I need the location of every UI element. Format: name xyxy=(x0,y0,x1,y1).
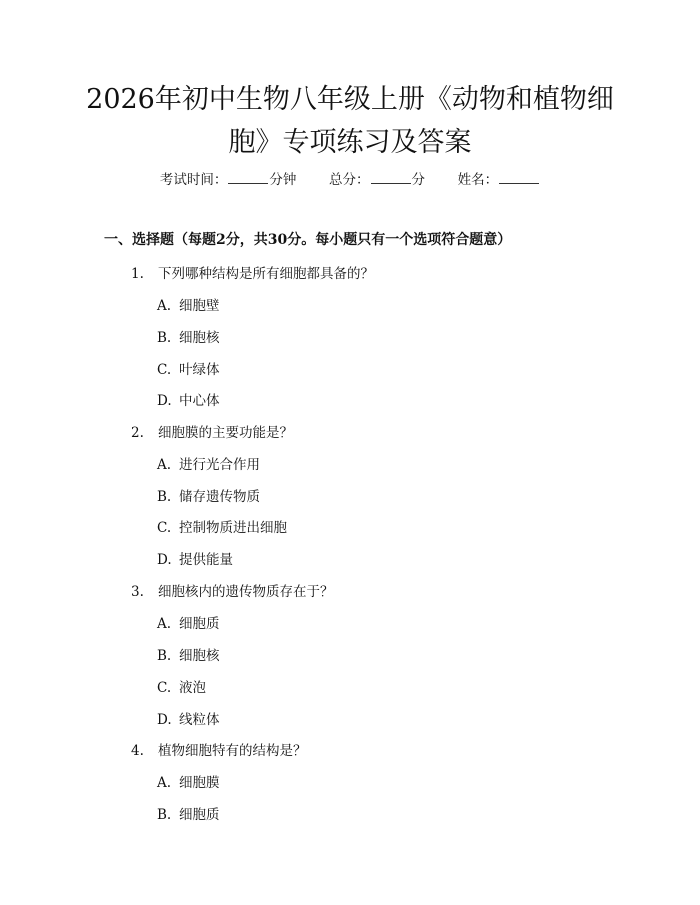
option-text: 进行光合作用 xyxy=(179,457,260,473)
question-3 xyxy=(131,580,334,600)
total-score-unit: 分 xyxy=(411,172,425,188)
option-letter: D. xyxy=(157,712,172,728)
question-3-option-b xyxy=(157,644,220,664)
question-4-option-a xyxy=(157,771,220,791)
option-text: 液泡 xyxy=(179,680,206,696)
option-letter: A. xyxy=(157,457,172,473)
option-text: 细胞质 xyxy=(179,807,220,823)
option-text: 细胞质 xyxy=(179,616,220,632)
question-3-option-d xyxy=(157,708,220,728)
exam-time-label: 考试时间： xyxy=(159,172,228,188)
option-text: 中心体 xyxy=(179,393,220,409)
page-title xyxy=(60,78,640,164)
exam-time-field xyxy=(160,168,297,188)
option-letter: D. xyxy=(157,393,172,409)
question-text: 下列哪种结构是所有细胞都具备的？ xyxy=(158,266,374,282)
question-text: 细胞核内的遗传物质存在于？ xyxy=(158,584,334,600)
option-text: 细胞膜 xyxy=(179,775,220,791)
question-2 xyxy=(131,421,293,441)
option-letter: B. xyxy=(157,489,172,505)
question-number: 4. xyxy=(131,743,144,759)
option-letter: B. xyxy=(157,807,172,823)
option-letter: A. xyxy=(157,775,172,791)
option-letter: A. xyxy=(157,616,172,632)
option-letter: B. xyxy=(157,330,172,346)
question-2-option-b xyxy=(157,485,260,505)
title-line-1: 2026年初中生物八年级上册《动物和植物细 xyxy=(86,84,614,115)
total-score-field xyxy=(329,168,425,188)
total-score-blank xyxy=(371,171,411,184)
question-text: 植物细胞特有的结构是？ xyxy=(158,743,307,759)
question-number: 2. xyxy=(131,425,144,441)
option-text: 细胞壁 xyxy=(179,298,220,314)
option-text: 细胞核 xyxy=(179,648,220,664)
question-2-option-c xyxy=(157,516,287,536)
exam-time-unit: 分钟 xyxy=(269,172,297,188)
question-1-option-d xyxy=(157,389,220,409)
option-text: 提供能量 xyxy=(179,552,233,568)
option-text: 控制物质进出细胞 xyxy=(179,520,287,536)
exam-time-blank xyxy=(228,171,268,184)
option-text: 线粒体 xyxy=(179,712,220,728)
option-letter: A. xyxy=(157,298,172,314)
question-4-option-b xyxy=(157,803,220,823)
title-line-2: 胞》专项练习及答案 xyxy=(228,127,472,158)
question-number: 3. xyxy=(131,584,144,600)
option-text: 细胞核 xyxy=(179,330,220,346)
option-text: 储存遗传物质 xyxy=(179,489,260,505)
student-name-blank xyxy=(499,171,539,184)
question-2-option-a xyxy=(157,453,260,473)
option-letter: C. xyxy=(157,680,172,696)
option-letter: B. xyxy=(157,648,172,664)
exam-info-line xyxy=(0,168,700,188)
question-4 xyxy=(131,739,307,759)
option-text: 叶绿体 xyxy=(179,362,220,378)
question-text: 细胞膜的主要功能是？ xyxy=(158,425,293,441)
option-letter: D. xyxy=(157,552,172,568)
question-number: 1. xyxy=(131,266,144,282)
question-1 xyxy=(131,262,374,282)
question-1-option-c xyxy=(157,358,220,378)
question-3-option-c xyxy=(157,676,206,696)
total-score-label: 总分： xyxy=(329,172,370,188)
student-name-field xyxy=(458,168,541,188)
question-3-option-a xyxy=(157,612,220,632)
student-name-label: 姓名： xyxy=(457,172,499,188)
option-letter: C. xyxy=(157,362,172,378)
question-1-option-b xyxy=(157,326,220,346)
question-2-option-d xyxy=(157,548,233,568)
section-heading: 一、选择题（每题2分，共30分。每小题只有一个选项符合题意） xyxy=(104,232,512,248)
option-letter: C. xyxy=(157,520,172,536)
question-1-option-a xyxy=(157,294,220,314)
